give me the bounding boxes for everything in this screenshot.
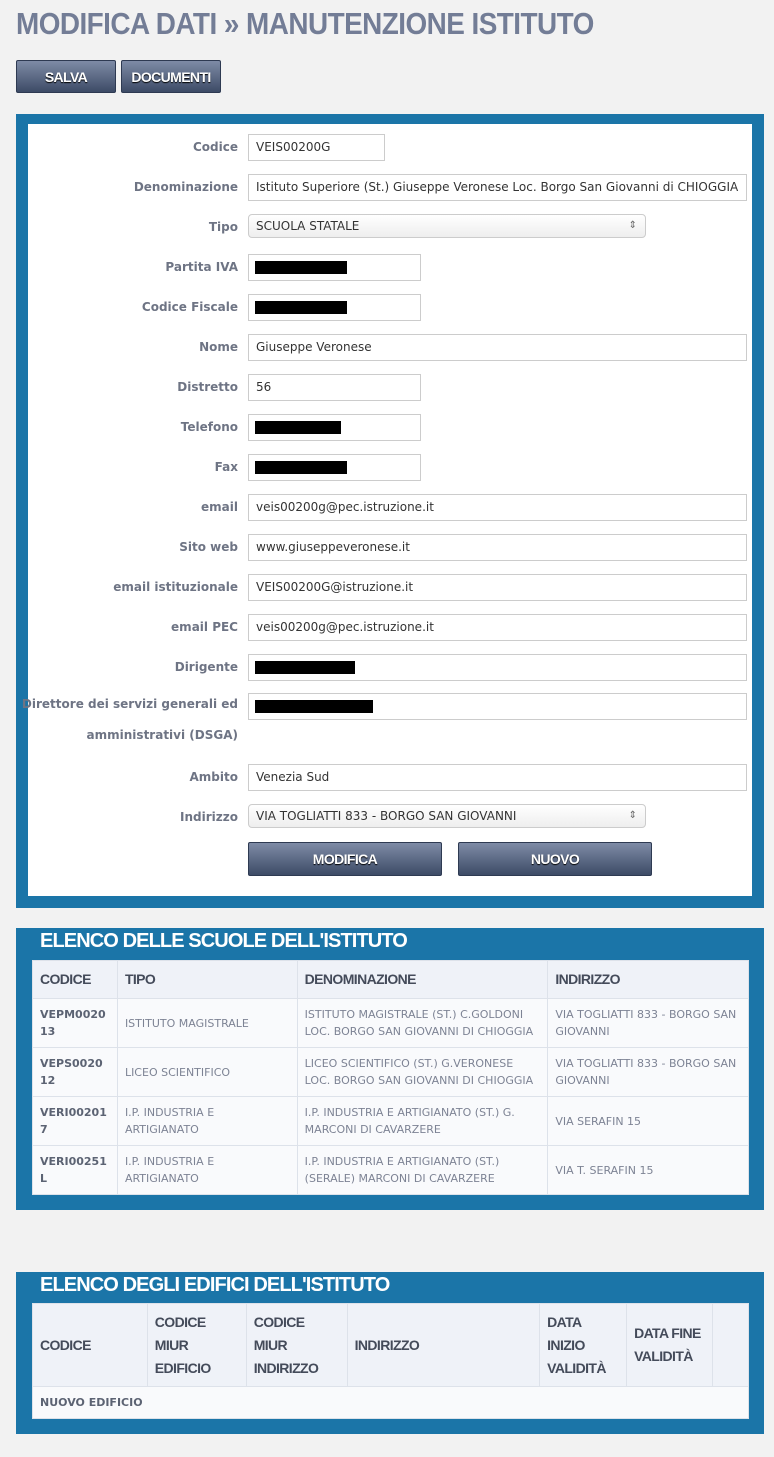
email-pec-input[interactable] — [248, 614, 747, 641]
table-cell: VERI00251L — [33, 1146, 118, 1195]
buildings-title: ELENCO DEGLI EDIFICI DELL'ISTITUTO — [40, 1274, 390, 1296]
denominazione-value: Istituto Superiore (St.) Giuseppe Veronese Loc. Borgo San Giovanni di CHIOGGIA — [256, 180, 739, 194]
table-cell: VIA SERAFIN 15 — [548, 1097, 749, 1146]
buildings-table — [32, 1303, 749, 1419]
column-header: TIPO — [117, 961, 297, 999]
table-cell: VERI002017 — [33, 1097, 118, 1146]
column-header: DATA INIZIO VALIDITÀ — [540, 1304, 627, 1387]
schools-title: ELENCO DELLE SCUOLE DELL'ISTITUTO — [40, 930, 407, 952]
modifica-button[interactable]: MODIFICA — [248, 842, 442, 876]
tipo-label: Tipo — [208, 220, 238, 234]
fax-input[interactable] — [248, 454, 421, 481]
codice-fiscale-input[interactable] — [248, 294, 421, 321]
tipo-value: SCUOLA STATALE — [256, 219, 360, 233]
column-header: DENOMINAZIONE — [297, 961, 548, 999]
distretto-label: Distretto — [177, 380, 238, 394]
dsga-input[interactable] — [248, 693, 747, 720]
denominazione-input[interactable] — [248, 174, 747, 201]
distretto-value: 56 — [256, 380, 272, 394]
email-ist-input[interactable] — [248, 574, 747, 601]
fax-label: Fax — [214, 460, 238, 474]
dirigente-input[interactable] — [248, 654, 747, 681]
table-cell: ISTITUTO MAGISTRALE (ST.) C.GOLDONI LOC. BORGO SAN GIOVANNI DI CHIOGGIA — [297, 999, 548, 1048]
table-cell: LICEO SCIENTIFICO (ST.) G.VERONESE LOC. BORGO SAN GIOVANNI DI CHIOGGIA — [297, 1048, 548, 1097]
table-row — [33, 1146, 749, 1195]
ambito-label: Ambito — [189, 770, 238, 784]
dsga-label: Direttore dei servizi generali ed amministrativi (DSGA) — [21, 697, 238, 742]
nome-label: Nome — [199, 340, 238, 354]
telefono-input[interactable] — [248, 414, 421, 441]
ambito-input[interactable] — [248, 764, 747, 791]
email-value: veis00200g@pec.istruzione.it — [256, 500, 434, 514]
codice-fiscale-label: Codice Fiscale — [141, 300, 238, 314]
redaction-bar — [255, 261, 347, 274]
ambito-value: Venezia Sud — [256, 770, 330, 784]
schools-table — [32, 960, 749, 1195]
redaction-bar — [255, 421, 341, 434]
table-row — [33, 1097, 749, 1146]
partita-iva-input[interactable] — [248, 254, 421, 281]
buildings-panel — [16, 1272, 764, 1434]
column-header: INDIRIZZO — [548, 961, 749, 999]
email-input[interactable] — [248, 494, 747, 521]
column-header: INDIRIZZO — [347, 1304, 540, 1387]
redaction-bar — [255, 661, 355, 674]
nome-input[interactable] — [248, 334, 747, 361]
column-header — [713, 1304, 749, 1387]
codice-value: VEIS00200G — [256, 140, 331, 154]
sito-label: Sito web — [179, 540, 238, 554]
column-header: CODICE — [33, 1304, 148, 1387]
email-pec-label: email PEC — [171, 620, 238, 634]
tipo-select[interactable] — [248, 214, 646, 238]
sito-value: www.giuseppeveronese.it — [256, 540, 410, 554]
table-cell: I.P. INDUSTRIA E ARTIGIANATO (ST.) (SERALE) MARCONI DI CAVARZERE — [297, 1146, 548, 1195]
sito-input[interactable] — [248, 534, 747, 561]
nuovo-button[interactable]: NUOVO — [458, 842, 652, 876]
table-cell: ISTITUTO MAGISTRALE — [117, 999, 297, 1048]
new-building-link[interactable]: NUOVO EDIFICIO — [33, 1387, 749, 1419]
redaction-bar — [255, 461, 347, 474]
table-cell: VIA TOGLIATTI 833 - BORGO SAN GIOVANNI — [548, 1048, 749, 1097]
nome-value: Giuseppe Veronese — [256, 340, 372, 354]
table-row — [33, 1048, 749, 1097]
codice-label: Codice — [192, 140, 238, 154]
email-ist-value: VEIS00200G@istruzione.it — [256, 580, 414, 594]
indirizzo-value: VIA TOGLIATTI 833 - BORGO SAN GIOVANNI — [256, 809, 517, 823]
column-header: CODICE — [33, 961, 118, 999]
table-cell: I.P. INDUSTRIA E ARTIGIANATO — [117, 1097, 297, 1146]
documents-button[interactable]: DOCUMENTI — [121, 60, 221, 93]
indirizzo-label: Indirizzo — [180, 810, 238, 824]
column-header: DATA FINE VALIDITÀ — [627, 1304, 713, 1387]
codice-input[interactable] — [248, 134, 385, 161]
email-ist-label: email istituzionale — [113, 580, 238, 594]
email-label: email — [201, 500, 238, 514]
column-header: CODICE MIUR INDIRIZZO — [246, 1304, 347, 1387]
schools-panel — [16, 928, 764, 1210]
distretto-input[interactable] — [248, 374, 421, 401]
redaction-bar — [255, 301, 347, 314]
denominazione-label: Denominazione — [133, 180, 238, 194]
table-cell: VIA TOGLIATTI 833 - BORGO SAN GIOVANNI — [548, 999, 749, 1048]
redaction-bar — [255, 700, 373, 713]
table-row — [33, 999, 749, 1048]
table-cell: LICEO SCIENTIFICO — [117, 1048, 297, 1097]
table-cell: VIA T. SERAFIN 15 — [548, 1146, 749, 1195]
telefono-label: Telefono — [180, 420, 238, 434]
table-cell: VEPM002013 — [33, 999, 118, 1048]
dirigente-label: Dirigente — [174, 660, 238, 674]
save-button[interactable]: SALVA — [16, 60, 116, 93]
email-pec-value: veis00200g@pec.istruzione.it — [256, 620, 434, 634]
page-title: MODIFICA DATI » MANUTENZIONE ISTITUTO — [16, 6, 594, 41]
indirizzo-select[interactable] — [248, 804, 646, 828]
table-cell: VEPS002012 — [33, 1048, 118, 1097]
column-header: CODICE MIUR EDIFICIO — [147, 1304, 246, 1387]
table-cell: I.P. INDUSTRIA E ARTIGIANATO (ST.) G. MARCONI DI CAVARZERE — [297, 1097, 548, 1146]
table-cell: I.P. INDUSTRIA E ARTIGIANATO — [117, 1146, 297, 1195]
partita-iva-label: Partita IVA — [165, 260, 238, 274]
